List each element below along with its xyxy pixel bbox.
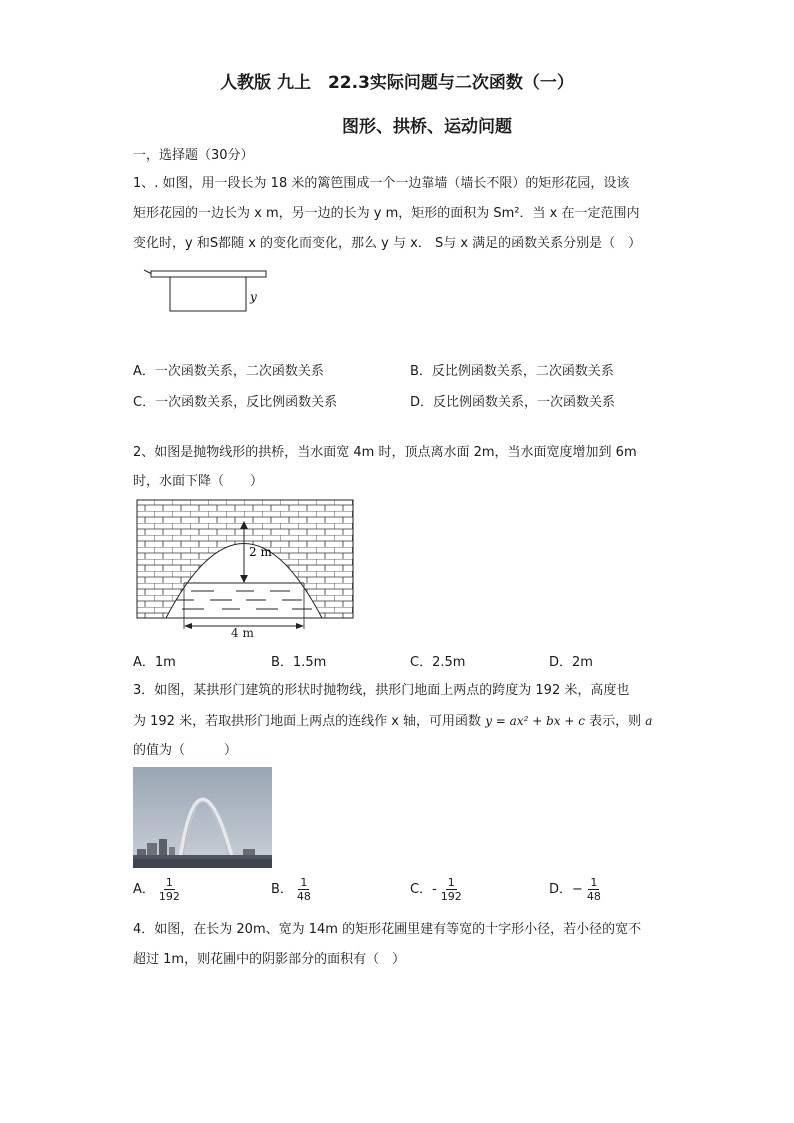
height-label: 2 m [249, 545, 272, 559]
q3-var-a: a [645, 714, 653, 728]
q3-option-a-label: A． [133, 882, 155, 897]
q3-line2 [133, 712, 652, 731]
q2-option-a[interactable]: A．1m [133, 655, 176, 670]
wall [151, 271, 266, 277]
width-arrow-right [296, 623, 304, 629]
q3-option-c-label: C． [410, 882, 433, 897]
page-title: 人教版 九上 22.3实际问题与二次函数（一） [220, 73, 574, 93]
width-label: 4 m [231, 626, 254, 639]
q3-line2-text-a: 为 192 米，若取拱形门地面上两点的连线作 x 轴，可用函数 [133, 714, 482, 729]
q2-option-c[interactable]: C．2.5m [410, 655, 466, 670]
section-heading: 一，选择题（30分） [133, 148, 254, 163]
q3-formula: y = ax² + bx + c [485, 714, 585, 728]
q3-option-c-sign: - [432, 882, 437, 897]
q3-option-b[interactable] [271, 876, 313, 903]
q2-line2: 时，水面下降（ ） [133, 474, 264, 489]
q3-line1: 3．如图，某拱形门建筑的形状时抛物线，拱形门地面上两点的跨度为 192 米，高度也 [133, 683, 630, 698]
q1-line3: 变化时，y 和S都随 x 的变化而变化，那么 y 与 x． S与 x 满足的函数关系分别是（ ） [133, 236, 642, 251]
q3-option-c-den: 192 [440, 890, 462, 903]
q2-option-d[interactable]: D．2m [549, 655, 593, 670]
q4-line2: 超过 1m，则花圃中的阴影部分的面积有（ ） [133, 952, 406, 967]
q3-option-b-fraction [295, 876, 313, 903]
q3-option-c-fraction [439, 876, 464, 903]
q3-option-b-label: B． [271, 882, 293, 897]
garden-rectangle [170, 277, 246, 311]
q3-line3: 的值为（ ） [133, 743, 238, 758]
q3-option-d-num: 1 [590, 876, 598, 889]
q1-line2: 矩形花园的一边长为 x m，另一边的长为 y m，矩形的面积为 Sm²．当 x 在一定范围内 [133, 206, 640, 221]
q1-option-a[interactable]: A．一次函数关系，二次函数关系 [133, 364, 324, 379]
q4-line1: 4．如图，在长为 20m、宽为 14m 的矩形花圃里建有等宽的十字形小径，若小径的宽不 [133, 922, 642, 937]
y-label: y [250, 290, 257, 304]
q1-line1: 1、. 如图，用一段长为 18 米的篱笆围成一个一边靠墙（墙长不限）的矩形花园，设该 [133, 176, 630, 191]
q1-option-d[interactable]: D．反比例函数关系，一次函数关系 [410, 395, 616, 410]
q1-option-c[interactable]: C．一次函数关系，反比例函数关系 [133, 395, 338, 410]
gateway-arch-photo [133, 767, 272, 868]
q2-bridge-diagram [136, 499, 358, 639]
q3-option-d[interactable] [549, 876, 603, 903]
q2-option-b[interactable]: B．1.5m [271, 655, 327, 670]
q3-option-a[interactable] [133, 876, 182, 903]
q3-option-c[interactable] [410, 876, 464, 903]
q3-option-d-fraction [585, 876, 603, 903]
q3-option-c-num: 1 [447, 876, 455, 889]
q3-option-b-den: 48 [296, 890, 311, 903]
building [147, 843, 157, 857]
q3-option-a-num: 1 [165, 876, 173, 889]
width-arrow-left [184, 623, 192, 629]
q1-fence-diagram [140, 264, 280, 316]
q3-option-b-num: 1 [300, 876, 308, 889]
q3-line2-text-b: 表示，则 [589, 714, 642, 729]
page-subtitle: 图形、拱桥、运动问题 [342, 117, 512, 137]
q3-option-d-den: 48 [586, 890, 601, 903]
q2-line1: 2、如图是抛物线形的拱桥，当水面宽 4m 时，顶点离水面 2m，当水面宽度增加到 6m [133, 445, 637, 460]
q1-option-b[interactable]: B．反比例函数关系，二次函数关系 [410, 364, 614, 379]
q3-option-d-sign: − [572, 882, 583, 897]
q3-option-a-fraction [157, 876, 182, 903]
q3-option-d-label: D． [549, 882, 573, 897]
q3-option-a-den: 192 [158, 890, 180, 903]
